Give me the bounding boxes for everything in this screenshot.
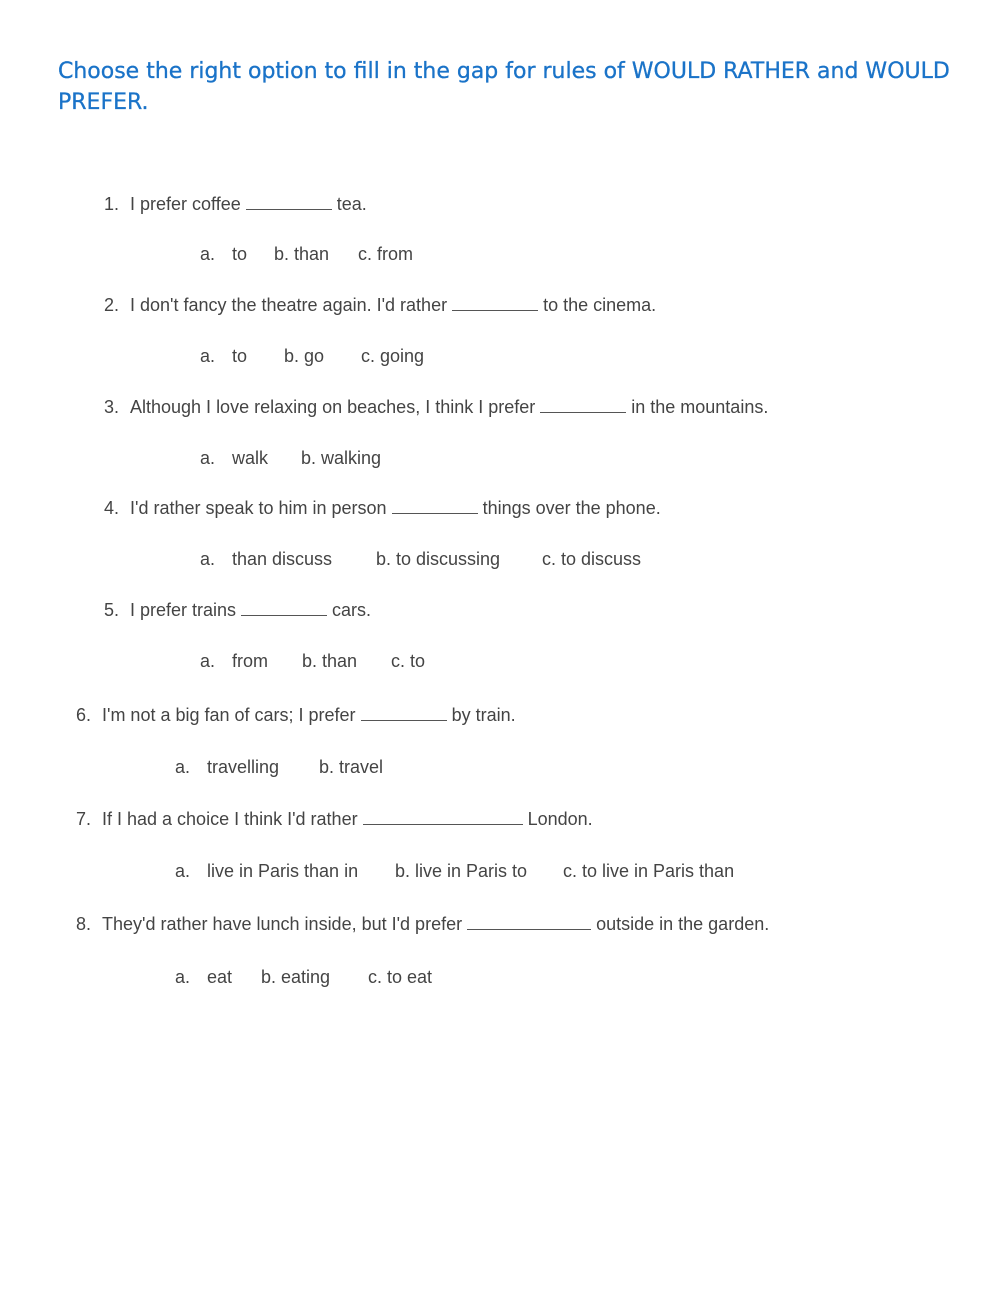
option-b[interactable]: b. eating (261, 967, 331, 987)
answer-gap[interactable] (363, 808, 523, 825)
question-5 (104, 599, 371, 621)
question-number: 8. (76, 914, 92, 934)
question-text-after: to the cinema. (543, 295, 657, 315)
question-number: 2. (104, 295, 120, 315)
option-label: a. (200, 549, 216, 569)
option-a[interactable]: than discuss (232, 549, 333, 569)
question-text: I prefer coffee (130, 194, 241, 214)
question-text-after: tea. (336, 194, 367, 214)
options-4 (200, 548, 641, 570)
question-8 (76, 913, 769, 935)
options-2 (200, 345, 424, 367)
option-c[interactable]: c. to (391, 651, 426, 671)
question-number: 1. (104, 194, 120, 214)
question-number: 3. (104, 397, 120, 417)
answer-gap[interactable] (392, 497, 478, 514)
question-number: 7. (76, 809, 92, 829)
question-2 (104, 294, 656, 316)
option-a[interactable]: to (232, 244, 248, 264)
answer-gap[interactable] (452, 294, 538, 311)
question-number: 4. (104, 498, 120, 518)
option-label: a. (200, 244, 216, 264)
options-8 (175, 966, 432, 988)
option-label: a. (175, 757, 191, 777)
option-c[interactable]: c. going (361, 346, 425, 366)
question-text-after: London. (527, 809, 593, 829)
options-1 (200, 243, 413, 265)
option-c[interactable]: c. from (358, 244, 414, 264)
options-6 (175, 756, 383, 778)
option-label: a. (200, 346, 216, 366)
option-label: a. (200, 651, 216, 671)
option-a[interactable]: live in Paris than in (207, 861, 359, 881)
question-text: If I had a choice I think I'd rather (102, 809, 358, 829)
question-text: Although I love relaxing on beaches, I think I prefer (130, 397, 536, 417)
question-7 (76, 808, 593, 830)
question-6 (76, 704, 516, 726)
question-text: I don't fancy the theatre again. I'd rather (130, 295, 448, 315)
option-b[interactable]: b. travel (319, 757, 384, 777)
option-b[interactable]: b. than (274, 244, 330, 264)
question-text-after: in the mountains. (631, 397, 769, 417)
options-7 (175, 860, 734, 882)
option-b[interactable]: b. go (284, 346, 325, 366)
option-c[interactable]: c. to discuss (542, 549, 642, 569)
option-c[interactable]: c. to eat (368, 967, 433, 987)
option-c[interactable]: c. to live in Paris than (563, 861, 735, 881)
instruction-title: Choose the right option to fill in the gap for rules of WOULD RATHER and WOULD PREFER. (58, 59, 950, 115)
question-number: 6. (76, 705, 92, 725)
question-text: I prefer trains (130, 600, 237, 620)
question-text-after: outside in the garden. (596, 914, 770, 934)
question-3 (104, 396, 768, 418)
question-text-after: things over the phone. (482, 498, 661, 518)
option-b[interactable]: b. walking (301, 448, 382, 468)
question-text-after: cars. (332, 600, 372, 620)
option-label: a. (175, 967, 191, 987)
question-text: I'd rather speak to him in person (130, 498, 387, 518)
option-a[interactable]: eat (207, 967, 233, 987)
options-5 (200, 650, 425, 672)
answer-gap[interactable] (246, 193, 332, 210)
option-a[interactable]: walk (232, 448, 269, 468)
option-a[interactable]: from (232, 651, 268, 671)
answer-gap[interactable] (467, 913, 591, 930)
option-a[interactable]: to (232, 346, 248, 366)
question-number: 5. (104, 600, 120, 620)
answer-gap[interactable] (540, 396, 626, 413)
question-4 (104, 497, 661, 519)
option-b[interactable]: b. than (302, 651, 358, 671)
answer-gap[interactable] (241, 599, 327, 616)
answer-gap[interactable] (361, 704, 447, 721)
question-text-after: by train. (451, 705, 516, 725)
option-b[interactable]: b. to discussing (376, 549, 501, 569)
options-3 (200, 447, 381, 469)
option-a[interactable]: travelling (207, 757, 280, 777)
option-label: a. (200, 448, 216, 468)
option-b[interactable]: b. live in Paris to (395, 861, 528, 881)
question-1 (104, 193, 367, 215)
option-label: a. (175, 861, 191, 881)
question-text: They'd rather have lunch inside, but I'd prefer (102, 914, 463, 934)
question-text: I'm not a big fan of cars; I prefer (102, 705, 356, 725)
